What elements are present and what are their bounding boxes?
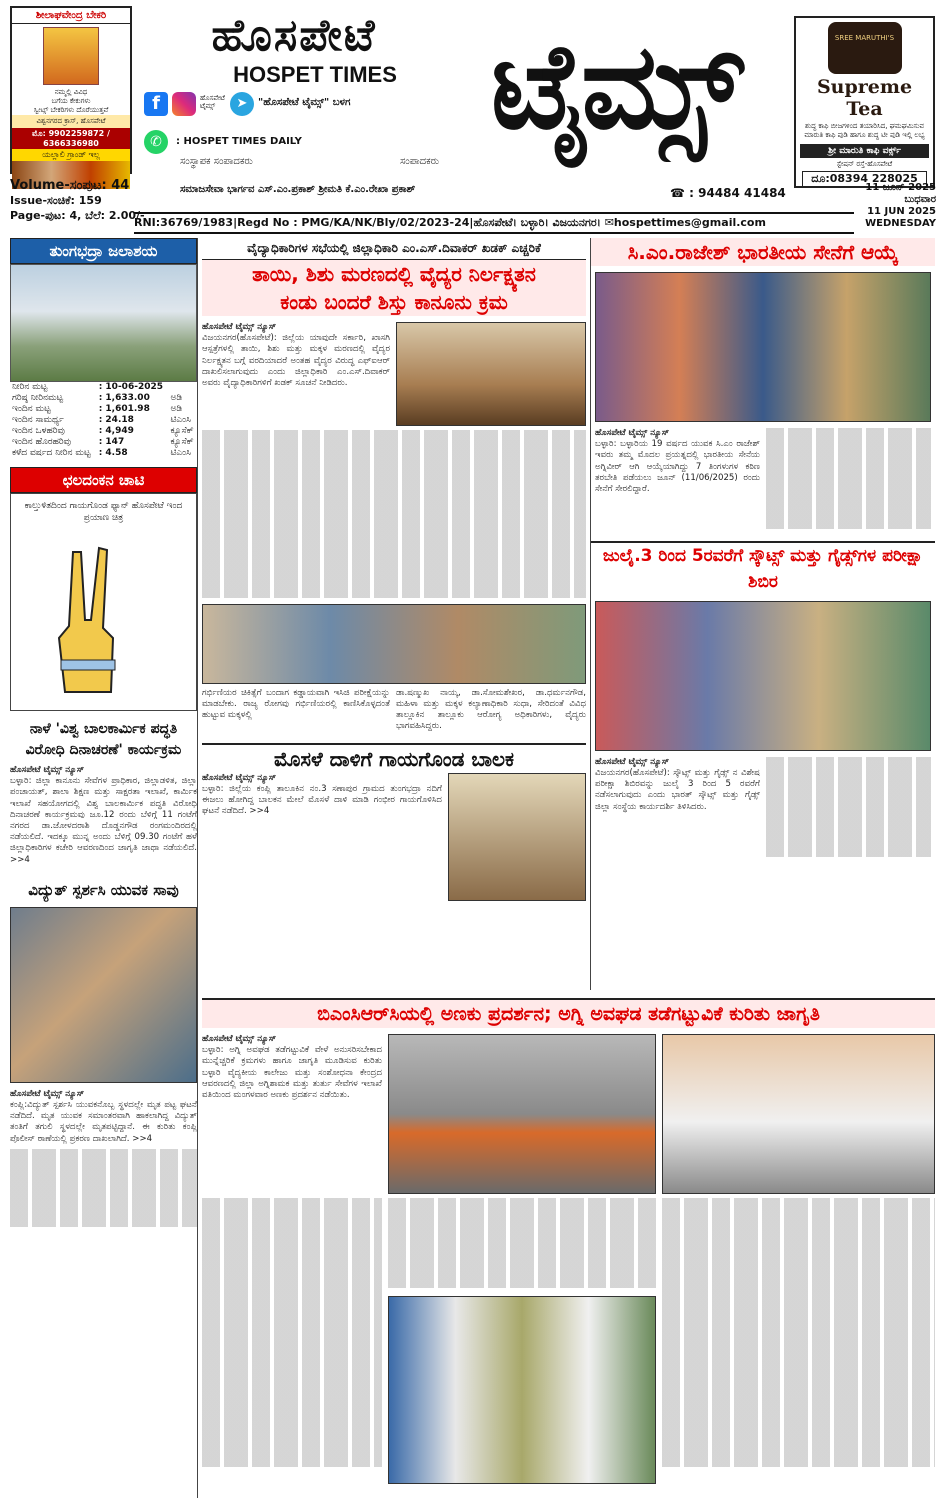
bottom-article-row2 xyxy=(202,1198,935,1484)
tea-brand: Supreme Tea xyxy=(816,76,913,120)
date-kannada: 11 ಜೂನ್ 2025 xyxy=(865,182,936,193)
tea-logo: SREE MARUTHI'S xyxy=(828,22,902,74)
bakery-ad-line: ನಮ್ಮಲ್ಲಿ ವಿವಿಧ xyxy=(54,88,88,96)
body-text-line xyxy=(202,1321,382,1332)
tea-shop-name: ಶ್ರೀ ಮಾರುತಿ ಕಾಫಿ ವರ್ಕ್ಸ್ xyxy=(800,144,929,158)
dam-label: ಕಳೆದ ವರ್ಷದ ನೀರಿನ ಮಟ್ಟ xyxy=(12,448,91,458)
body-text-line xyxy=(202,1276,382,1287)
body-text-line xyxy=(766,462,931,473)
body-text-line xyxy=(766,846,931,857)
body-text-line xyxy=(202,1209,382,1220)
mid-article1-body xyxy=(202,322,390,426)
body-text-line xyxy=(662,1411,935,1422)
issue: Issue-ಸಂಚಿಕೆ: 159 xyxy=(10,194,102,207)
body-text-line xyxy=(202,1299,382,1310)
body-text-line xyxy=(10,1205,197,1216)
nurses-drill-photo xyxy=(662,1034,935,1194)
mid-article2-byline: ಹೊಸಪೇಟೆ ಟೈಮ್ಸ್ ನ್ಯೂಸ್ xyxy=(202,772,277,783)
body-text-line xyxy=(662,1254,935,1265)
dam-row xyxy=(10,415,197,426)
body-text-line xyxy=(202,1399,382,1410)
body-text-line xyxy=(662,1366,935,1377)
mid-article1-byline: ಹೊಸಪೇಟೆ ಟೈಮ್ಸ್ ನ್ಯೂಸ್ xyxy=(202,322,277,332)
dam-label: ನೀರಿನ ಮಟ್ಟ xyxy=(12,382,48,392)
body-text-line xyxy=(202,486,586,497)
dam-unit: ಟಿಎಂಸಿ xyxy=(170,415,191,425)
body-text-line xyxy=(662,1399,935,1410)
body-text-line xyxy=(662,1422,935,1433)
dam-value: : 147 xyxy=(98,437,125,447)
bottom-story xyxy=(202,998,935,1498)
left-article1-headline: ನಾಳೆ 'ವಿಶ್ವ ಬಾಲಕಾರ್ಮಿಕ ಪದ್ಧತಿ ವಿರೋಧಿ ದಿನಾಚರಣೆ' ಕಾರ್ಯಕ್ರಮ xyxy=(25,721,182,758)
dam-row xyxy=(10,426,197,437)
left-article2-body xyxy=(10,1089,197,1145)
body-text-line xyxy=(202,1198,382,1209)
bakery-ad-title: ಶೀಲಾಘವೇಂದ್ರ ಬೇಕರಿ xyxy=(12,8,130,24)
registration-text: RNI:36769/1983|Regd No : PMG/KA/NK/Bly/02/2023-24|ಹೊಸಪೇಟೆ। ಬಳ್ಳಾರಿ। ವಿಜಯನಗರ। xyxy=(134,216,601,229)
body-text-line xyxy=(662,1455,935,1466)
body-text-line xyxy=(766,813,931,824)
mid-article2-headline: ಮೊಸಳೆ ದಾಳಿಗೆ ಗಾಯಗೊಂಡ ಬಾಲಕ xyxy=(202,743,586,773)
email-link[interactable]: hospettimes@gmail.com xyxy=(613,216,766,229)
body-text-line xyxy=(202,1265,382,1276)
youth-photo xyxy=(10,907,197,1083)
bottom-article-byline: ಹೊಸಪೇಟೆ ಟೈಮ್ಸ್ ನ್ಯೂಸ್ xyxy=(202,1034,277,1044)
body-text-line xyxy=(202,497,586,508)
cartoon-caption: ಕಾಲ್ತುಳಿತದಿಂದ ಗಾಯಗೊಂಡ ಫ್ಯಾನ್ ಹೊಸಪೇಟೆ ಇಂದ ಪ್ರಯಾಣ ಚಿತ್ರ xyxy=(24,501,183,523)
dam-row xyxy=(10,404,197,415)
mid-article1-kicker: ವೈದ್ಯಾಧಿಕಾರಿಗಳ ಸಭೆಯಲ್ಲಿ ಜಿಲ್ಲಾಧಿಕಾರಿ ಎಂ.ಎಸ್.ದಿವಾಕರ್ ಖಡಕ್ ಎಚ್ಚರಿಕೆ xyxy=(202,238,586,260)
social-links xyxy=(144,92,444,122)
right-article2-headline: ಜುಲೈ.3 ರಿಂದ 5ರವರೆಗೆ ಸ್ಕೌಟ್ಸ್ ಮತ್ತು ಗೈಡ್ಸ್‌ಗಳ ಪರೀಕ್ಷಾ ಶಿಬಿರ xyxy=(591,541,935,595)
tea-shop-phone: ದೂ:08394 228025 xyxy=(802,171,927,187)
dam-unit: ಅಡಿ xyxy=(170,404,183,414)
dam-value: : 1,601.98 xyxy=(98,404,150,414)
body-text-line xyxy=(388,1243,656,1254)
middle-column xyxy=(202,238,586,990)
body-text-line xyxy=(202,1422,382,1433)
instagram-icon[interactable] xyxy=(172,92,196,116)
body-text-line xyxy=(766,768,931,779)
body-text-line xyxy=(662,1444,935,1455)
masthead-title-kannada: ಹೊಸಪೇಟೆ xyxy=(211,10,377,61)
army-selection-photo xyxy=(595,272,931,422)
body-text-line xyxy=(202,1220,382,1231)
body-text-line xyxy=(202,1411,382,1422)
bottom-article-text: ಬಳ್ಳಾರಿ: ಅಗ್ನಿ ಅವಘಡ ತಡೆಗಟ್ಟುವಿಕೆ ವೇಳೆ ಅನುಸರಿಸಬೇಕಾದ ಮುನ್ನೆಚ್ಚರಿಕೆ ಕ್ರಮಗಳು ಹಾಗೂ ಜಾಗೃತಿ ಮೂಡಿಸುವ ಕುರಿತು ಬಳ್ಳಾರಿ ವೈದ್ಯಕೀಯ ಕಾಲೇಜು ಮತ್ತು ಸಂಶೋಧನಾ ಕೇಂದ್ರದ ಆವರಣದಲ್ಲಿ ಜಿಲ್ಲಾ ಅಗ್ನಿಶಾಮಕ ಮತ್ತು ತುರ್ತು ಸೇವೆಗಳ ಇಲಾಖೆ ವತಿಯಿಂದ ಮಂಗಳವಾರ ಅಣಕು ಪ್ರದರ್ಶನ ನಡೆಯಿತು. xyxy=(202,1045,382,1101)
mid-article2-text: ಬಳ್ಳಾರಿ: ಜಿಲ್ಲೆಯ ಕಂಪ್ಲಿ ತಾಲೂಕಿನ ನಂ.3 ಸಣಾಪುರ ಗ್ರಾಮದ ತುಂಗಭದ್ರಾ ನದಿಗೆ ಈಜಲು ಹೋಗಿದ್ದ ಬಾಲಕನ ಮೇಲೆ ಮೊಸಳೆ ದಾಳಿ ಮಾಡಿ ಗಂಭೀರ ಗಾಯಗೊಳಿಸಿದ ಘಟನೆ ನಡೆದಿದೆ. >>4 xyxy=(202,783,442,817)
right-article2-byline: ಹೊಸಪೇಟೆ ಟೈಮ್ಸ್ ನ್ಯೂಸ್ xyxy=(595,756,670,767)
body-text-line xyxy=(766,779,931,790)
whatsapp-label: : HOSPET TIMES DAILY xyxy=(176,136,302,147)
social-group-label: "ಹೊಸಪೇಟೆ ಟೈಮ್ಸ್" ಬಳಗ xyxy=(258,97,351,108)
day-kannada: ಬುಧವಾರ xyxy=(904,194,936,205)
body-text-line xyxy=(662,1355,935,1366)
body-text-line xyxy=(662,1332,935,1343)
dam-label: ಗರಿಷ್ಠ ನೀರಿನಮಟ್ಟ xyxy=(12,393,64,403)
dam-row xyxy=(10,437,197,448)
body-text-line xyxy=(202,542,586,553)
body-text-line xyxy=(388,1209,656,1220)
boy-photo xyxy=(448,773,586,901)
left-column xyxy=(10,238,198,1498)
founder-editor-label: ಸಂಸ್ಥಾಪಕ ಸಂಪಾದಕರು xyxy=(180,156,253,167)
right-article1-headline: ಸಿ.ಎಂ.ರಾಜೇಶ್ ಭಾರತೀಯ ಸೇನೆಗೆ ಆಯ್ಕೆ xyxy=(591,238,935,266)
body-text-line xyxy=(10,1149,197,1160)
bakery-ad-line: ಸ್ವೀಟ್ಸ್ ಬೇಕರಿಗಳು ದೊರೆಯುತ್ತವೆ xyxy=(33,106,109,114)
body-text-line xyxy=(766,506,931,517)
masthead-title-english: HOSPET TIMES xyxy=(233,62,397,87)
cartoon xyxy=(10,493,197,711)
body-text-line xyxy=(202,1366,382,1377)
body-text-line xyxy=(10,1171,197,1182)
dam-value: : 24.18 xyxy=(98,415,134,425)
tea-shop-address: ಸ್ಟೇಷನ್ ರಸ್ತೆ-ಹೊಸಪೇಟೆ xyxy=(836,160,893,168)
body-text-line xyxy=(662,1343,935,1354)
body-text-line xyxy=(202,1243,382,1254)
dam-row xyxy=(10,382,197,393)
dam-unit xyxy=(168,382,197,393)
body-text-line xyxy=(662,1310,935,1321)
dam-unit: ಅಡಿ xyxy=(170,393,183,403)
dam-row xyxy=(10,448,197,459)
body-text-line xyxy=(766,450,931,461)
body-text-line xyxy=(766,790,931,801)
body-text-line xyxy=(388,1232,656,1243)
body-text-line xyxy=(766,473,931,484)
bakery-ad-footer: ಯಲ್ಲಾಲಿ ಗ್ರಾಂಡ್ ಇಲ್ಲ xyxy=(12,149,130,161)
fire-drill-photo xyxy=(388,1034,656,1194)
body-text-line xyxy=(202,464,586,475)
cartoon-box-title: ಛಲದಂಕನ ಚಾಟಿ xyxy=(10,467,197,493)
bakery-ad-line: ಬಗೆಯ ಕೇಕುಗಳು xyxy=(51,97,91,105)
body-text-line xyxy=(662,1209,935,1220)
dam-value: : 4,949 xyxy=(98,426,134,436)
left-article2-byline: ಹೊಸಪೇಟೆ ಟೈಮ್ಸ್ ನ್ಯೂಸ್ xyxy=(10,1088,85,1099)
page-price: Page-ಪುಟ: 4, ಬೆಲೆ: 2.00/- xyxy=(10,209,145,222)
body-text-line xyxy=(202,1343,382,1354)
officials-photo xyxy=(388,1296,656,1484)
mid-article1-captions xyxy=(202,688,586,733)
dam-value: : 1,633.00 xyxy=(98,393,150,403)
body-text-line xyxy=(202,1332,382,1343)
body-text-line xyxy=(10,1160,197,1171)
left-article1-text: ಬಳ್ಳಾರಿ: ಜಿಲ್ಲಾ ಕಾನೂನು ಸೇವೆಗಳ ಪ್ರಾಧಿಕಾರ, ಜಿಲ್ಲಾಡಳಿತ, ಜಿಲ್ಲಾ ಪಂಚಾಯತ್, ಶಾಲಾ ಶಿಕ್ಷಣ ಮತ್ತು ಸಾಕ್ಷರತಾ ಇಲಾಖೆ, ಕಾರ್ಮಿಕ ಇಲಾಖೆ ಸಹಯೋಗದಲ್ಲಿ ವಿಶ್ವ ಬಾಲಕಾರ್ಮಿಕ ಪದ್ಧತಿ ವಿರೋಧಿ ದಿನಾಚರಣೆ ಕಾರ್ಯಕ್ರಮವು ಜೂ.12 ರಂದು ಬೆಳಿಗ್ಗೆ 11 ಗಂಟೆಗೆ ನಗರದ ಡಾ.ಜೋಳದರಾಶಿ ದೊಡ್ಡನಗೌಡ ರಂಗಮಂದಿರದಲ್ಲಿ ನಡೆಯಲಿದೆ. ಇದಕ್ಕೂ ಮುನ್ನ ಅಂದು ಬೆಳಿಗ್ಗೆ 09.30 ಗಂಟೆಗೆ ಹಳೆ ಜಿಲ್ಲಾಧಿಕಾರಿಗಳ ಕಚೇರಿ ಆವರಣದಿಂದ ಜಾಗೃತಿ ಜಾಥಾ ನಡೆಯಲಿದೆ. >>4 xyxy=(10,776,197,865)
deity-image xyxy=(43,27,99,85)
body-text-line xyxy=(662,1433,935,1444)
dam-label: ಇಂದಿನ ಮಟ್ಟ xyxy=(12,404,51,414)
mid-article1-headline-2: ಕಂಡು ಬಂದರೆ ಶಿಸ್ತು ಕಾನೂನು ಕ್ರಮ xyxy=(202,288,586,316)
telegram-icon[interactable]: ➤ xyxy=(230,92,254,116)
right-article1-body xyxy=(591,428,935,529)
right-article1-byline: ಹೊಸಪೇಟೆ ಟೈಮ್ಸ್ ನ್ಯೂಸ್ xyxy=(595,428,670,438)
mid-article2-body xyxy=(202,773,586,901)
body-text-line xyxy=(10,1182,197,1193)
body-text-line xyxy=(202,1254,382,1265)
body-text-line xyxy=(766,824,931,835)
masthead xyxy=(10,6,935,230)
tea-advertisement xyxy=(794,16,935,188)
victory-hand-icon xyxy=(51,542,125,702)
body-text-line xyxy=(202,1388,382,1399)
tea-description: ಶುದ್ಧ ಕಾಫಿ ಬೀಜಗಳಿಂದ ತಯಾರಿಸಿದ, ಘಮಘಮಿಸುವ ಮಾರುತಿ ಕಾಫಿ ಪುಡಿ ಹಾಗೂ ಶುದ್ಧ ಟೀ ಪುಡಿ ಇಲ್ಲಿ ಲಭ್ಯ xyxy=(804,122,925,139)
mid-article1-caption2: ಡಾ.ಷಣ್ಮುಖ ನಾಯ್ಕ, ಡಾ.ಸೋಮಶೇಖರ, ಡಾ.ಧರ್ಮನಗೌಡ, ಮಹಿಳಾ ಮತ್ತು ಮಕ್ಕಳ ಕಲ್ಯಾಣಾಧಿಕಾರಿ ಸುಧಾ, ಸೇರಿದಂತೆ ವಿವಿಧ ತಾಲ್ಲೂಕಿನ ತಾಲ್ಲೂಕು ಆರೋಗ್ಯ ಅಧಿಕಾರಿಗಳು, ವೈದ್ಯರು ಭಾಗವಹಿಸಿದ್ದರು. xyxy=(396,687,586,732)
body-text-line xyxy=(766,428,931,439)
whatsapp-icon[interactable]: ✆ xyxy=(144,130,168,154)
dam-photo xyxy=(10,264,197,382)
body-text-line xyxy=(202,564,586,575)
body-text-line xyxy=(766,518,931,529)
body-text-line xyxy=(662,1276,935,1287)
bottom-article-headline: ಬಿಎಂಸಿಆರ್‌ಸಿಯಲ್ಲಿ ಅಣಕು ಪ್ರದರ್ಶನ; ಅಗ್ನಿ ಅವಘಡ ತಡೆಗಟ್ಟುವಿಕೆ ಕುರಿತು ಜಾಗೃತಿ xyxy=(202,1000,935,1028)
body-text-line xyxy=(202,1433,382,1444)
body-text-line xyxy=(662,1288,935,1299)
left-article2-text: ಕಂಪ್ಲಿ:ವಿದ್ಯುತ್ ಸ್ಪರ್ಶಸಿ ಯುವಕನೊಬ್ಬ ಸ್ಥಳದಲ್ಲೇ ಮೃತ ಪಟ್ಟ ಘಟನೆ ನಡೆದಿದೆ. ಮೃತ ಯುವಕ ಸಮಾಂತರವಾಗಿ ಹಾಕಲಾಗಿದ್ದ ವಿದ್ಯುತ್ ತಂತಿಗೆ ತಗುಲಿ ಸ್ಥಳದಲ್ಲೇ ಮೃತಪಟ್ಟಿದ್ದಾನೆ. ಈ ಕುರಿತು ಕಂಪ್ಲಿ ಪೊಲೀಸ್ ಠಾಣೆಯಲ್ಲಿ ಪ್ರಕರಣ ದಾಖಲಾಗಿದೆ. >>4 xyxy=(10,1100,197,1144)
social-small-label: ಹೊಸಪೇಟೆ ಟೈಮ್ಸ್ xyxy=(200,94,225,110)
body-text-line xyxy=(766,484,931,495)
right-article2-body xyxy=(591,757,935,858)
body-text-line xyxy=(388,1198,656,1209)
facebook-icon[interactable]: f xyxy=(144,92,168,116)
body-text-line xyxy=(202,430,586,441)
mid-article1-text-block xyxy=(202,430,586,598)
body-text-line xyxy=(202,587,586,598)
mid-article1-text: ವಿಜಯನಗರ(ಹೊಸಪೇಟೆ): ಜಿಲ್ಲೆಯ ಯಾವುದೇ ಸರ್ಕಾರಿ, ಖಾಸಗಿ ಆಸ್ಪತ್ರೆಗಳಲ್ಲಿ ತಾಯಿ, ಶಿಶು ಮತ್ತು ಮಕ್ಕಳ ಮರಣದಲ್ಲಿ ವೈದ್ಯರ ನಿರ್ಲಕ್ಷ್ಯತನ ಬಗ್ಗೆ ವರದಿಯಾದರೆ ಅಂತಹ ವೈದ್ಯರ ವಿರುದ್ಧ ಎಫ್ಐಆರ್ ದಾಖಲಿಸಲಾಗುವುದು ಎಂದು ಜಿಲ್ಲಾಧಿಕಾರಿ ಎಂ.ಎಸ್.ದಿವಾಕರ್ ಅವರು ವೈದ್ಯಾಧಿಕಾರಿಗಳಿಗೆ ಖಡಕ್ ಸೂಚನೆ ನೀಡಿದರು. xyxy=(202,333,390,389)
editor-names: ಸಮಾಜಸೇವಾ ಭಾರ್ಗವ ಎಸ್.ಎಂ.ಪ್ರಕಾಶ್ ಶ್ರೀಮತಿ ಕೆ.ಎಂ.ರೇಖಾ ಪ್ರಕಾಶ್ xyxy=(180,184,416,195)
body-text-line xyxy=(202,1355,382,1366)
body-text-line xyxy=(662,1243,935,1254)
dam-unit: ಕ್ಯೂಸೆಕ್ xyxy=(170,426,194,436)
date-english: 11 JUN 2025 xyxy=(867,206,936,217)
dam-value: : 10-06-2025 xyxy=(98,382,163,392)
body-text-line xyxy=(662,1232,935,1243)
body-text-line xyxy=(766,439,931,450)
body-text-line xyxy=(388,1265,656,1276)
dam-row xyxy=(10,393,197,404)
dam-label: ಇಂದಿನ ಹೊರಹರಿವು xyxy=(12,437,71,447)
body-text-line xyxy=(202,1377,382,1388)
body-text-line xyxy=(202,441,586,452)
body-text-line xyxy=(662,1377,935,1388)
right-column xyxy=(590,238,935,990)
body-text-line xyxy=(662,1220,935,1231)
body-text-line xyxy=(662,1265,935,1276)
dam-label: ಇಂದಿನ ಸಾಮರ್ಥ್ಯ xyxy=(12,415,64,425)
mail-icon: ✉ xyxy=(604,216,614,229)
mid-article1-top xyxy=(202,322,586,426)
body-text-line xyxy=(202,575,586,586)
body-text-line xyxy=(202,452,586,463)
body-text-line xyxy=(202,1288,382,1299)
body-text-line xyxy=(202,475,586,486)
day-english: WEDNESDAY xyxy=(865,218,936,229)
mid-article1-caption: ಗರ್ಭಿಣಿಯರ ಚಿಕಿತ್ಸೆಗೆ ಬಂದಾಗ ಕಡ್ಡಾಯವಾಗಿ ಇಸಿಜಿ ಪರೀಕ್ಷೆಯನ್ನು ಮಾಡಬೇಕು. ರಾಜ್ಯ ರೋಗವು ಗರ್ಭಿಣಿಯರಲ್ಲಿ ಕಾಣಿಸಿಕೊಳ್ಳದಂತೆ ಹುಟ್ಟುವ ಮಕ್ಕಳಲ್ಲಿ xyxy=(202,687,390,721)
body-text-line xyxy=(662,1321,935,1332)
body-text-line xyxy=(662,1299,935,1310)
body-text-line xyxy=(388,1220,656,1231)
body-text-line xyxy=(662,1198,935,1209)
body-text-line xyxy=(10,1216,197,1227)
body-text-line xyxy=(766,495,931,506)
masthead-times-kannada: ಟೈಮ್ಸ್ xyxy=(490,16,740,155)
body-text-line xyxy=(202,520,586,531)
body-text-line xyxy=(388,1254,656,1265)
right-article2-text: ವಿಜಯನಗರ(ಹೊಸಪೇಟೆ): ಸ್ಕೌಟ್ಸ್ ಮತ್ತು ಗೈಡ್ಸ್ ನ ವಿಶೇಷ ಪರೀಕ್ಷಾ ಶಿಬಿರವನ್ನು ಜುಲೈ 3 ರಿಂದ 5 ರವರೆಗೆ ನಡೆಸಲಾಗುವುದು ಎಂದು ಭಾರತ್ ಸ್ಕೌಟ್ಸ್ ಮತ್ತು ಗೈಡ್ಸ್ ಜಿಲ್ಲಾ ಸಂಸ್ಥೆಯ ಕಾರ್ಯದರ್ಶಿ ತಿಳಿಸಿದರು. xyxy=(595,767,760,812)
date-box xyxy=(848,182,936,230)
body-text-line xyxy=(388,1276,656,1287)
bottom-article-row1 xyxy=(202,1034,935,1194)
right-article1-text: ಬಳ್ಳಾರಿ: ಬಳ್ಳಾರಿಯ 19 ವರ್ಷದ ಯುವಕ ಸಿ.ಎಂ ರಾಜೇಶ್ ಇವರು ತಮ್ಮ ಮೊದಲ ಪ್ರಯತ್ನದಲ್ಲಿ ಭಾರತೀಯ ಸೇನೆಯ ಅಗ್ನಿವೀರ್ ಆಗಿ ಆಯ್ಕೆಯಾಗಿದ್ದು 7 ತಿಂಗಳುಗಳ ಕಠಿಣ ತರಬೇತಿ ಪಡೆಯಲು ಜೂನ್ (11/06/2025) ರಂದು ಸೇನೆಗೆ ಸೇರಲಿದ್ದಾರೆ. xyxy=(595,439,760,495)
registration-line xyxy=(134,212,854,234)
body-text-line xyxy=(202,1455,382,1466)
scouts-guides-photo xyxy=(595,601,931,751)
dam-unit: ಕ್ಯೂಸೆಕ್ xyxy=(170,437,194,447)
collector-photo xyxy=(396,322,586,426)
body-text-line xyxy=(202,553,586,564)
body-text-line xyxy=(202,508,586,519)
body-text-line xyxy=(202,1444,382,1455)
dam-box-title: ತುಂಗಭದ್ರಾ ಜಲಾಶಯ xyxy=(10,238,197,264)
mid-article1-headline-1: ತಾಯಿ, ಶಿಶು ಮರಣದಲ್ಲಿ ವೈದ್ಯರ ನಿರ್ಲಕ್ಷ್ಯತನ xyxy=(202,260,586,288)
left-article1-byline: ಹೊಸಪೇಟೆ ಟೈಮ್ಸ್ ನ್ಯೂಸ್ xyxy=(10,765,85,775)
bakery-advertisement xyxy=(10,6,132,174)
body-text-line xyxy=(202,1232,382,1243)
dam-level-table xyxy=(10,382,197,459)
dam-unit: ಟಿಎಂಸಿ xyxy=(170,448,191,458)
body-text-line xyxy=(10,1194,197,1205)
body-text-line xyxy=(202,1310,382,1321)
dam-label: ಇಂದಿನ ಒಳಹರಿವು xyxy=(12,426,65,436)
volume: Volume-ಸಂಪುಟ: 44 xyxy=(10,178,130,193)
meeting-photo xyxy=(202,604,586,684)
editor-label: ಸಂಪಾದಕರು xyxy=(400,156,440,167)
left-article2-headline: ವಿದ್ಯುತ್ ಸ್ಪರ್ಶಸಿ ಯುವಕ ಸಾವು xyxy=(28,880,179,899)
phone-number: ☎ : 94484 41484 xyxy=(670,186,786,200)
body-text-line xyxy=(766,757,931,768)
body-text-line xyxy=(662,1388,935,1399)
dam-value: : 4.58 xyxy=(98,448,128,458)
bakery-ad-phone: ಮೊ: 9902259872 / 6366336980 xyxy=(12,128,130,149)
body-text-line xyxy=(766,835,931,846)
bakery-ad-address: ವಿಶ್ವನಗರದ ಕ್ರಾಸ್, ಹೊಸಪೇಟೆ xyxy=(12,115,130,128)
left-article1-body xyxy=(10,765,197,866)
body-text-line xyxy=(202,531,586,542)
body-text-line xyxy=(766,801,931,812)
